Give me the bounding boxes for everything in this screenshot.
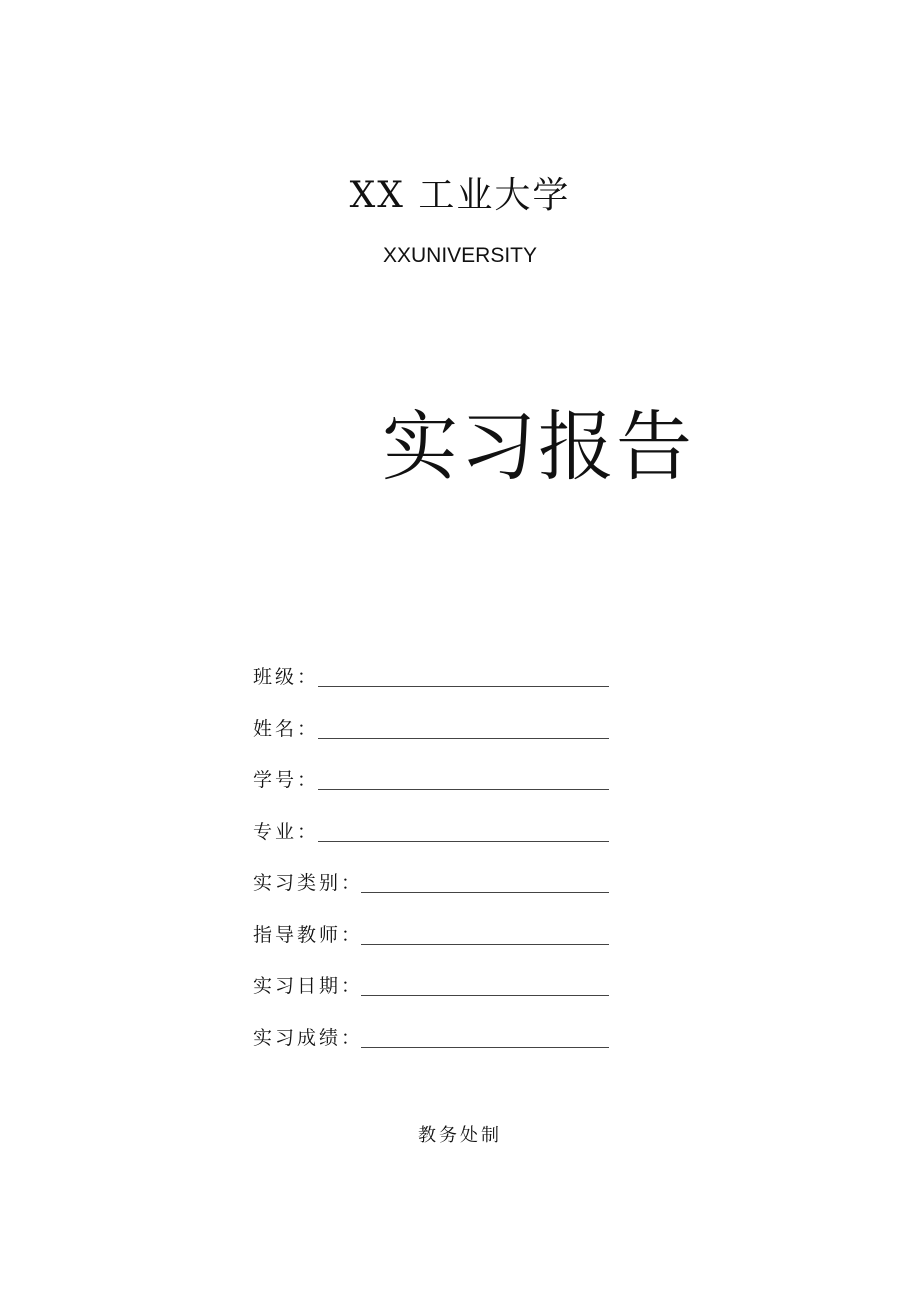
field-label-internship-date: 实习日期： — [253, 975, 364, 997]
field-line-student-id[interactable] — [318, 789, 609, 790]
field-student-id — [253, 765, 613, 817]
field-label-student-id: 学号： — [253, 769, 320, 791]
field-label-internship-grade: 实习成绩： — [253, 1026, 364, 1049]
field-line-class[interactable] — [318, 686, 609, 687]
field-internship-grade — [253, 1023, 613, 1075]
field-line-name[interactable] — [318, 738, 609, 739]
field-advisor — [253, 920, 613, 972]
field-label-name: 姓名： — [253, 717, 320, 740]
field-line-advisor[interactable] — [361, 944, 609, 945]
report-title: 实习报告 — [382, 402, 694, 491]
field-label-major: 专业： — [253, 820, 320, 843]
university-name-en: XXUNIVERSITY — [382, 244, 538, 267]
field-line-major[interactable] — [318, 841, 609, 842]
field-major — [253, 817, 613, 869]
university-name-cn: XX 工业大学 — [349, 175, 571, 216]
field-line-internship-date[interactable] — [361, 995, 609, 996]
footer-issuer: 教务处制 — [418, 1125, 502, 1146]
field-internship-date — [253, 971, 613, 1023]
field-line-internship-grade[interactable] — [361, 1047, 609, 1048]
field-line-internship-type[interactable] — [361, 892, 609, 893]
info-form — [253, 662, 613, 1074]
field-name — [253, 714, 613, 766]
field-label-advisor: 指导教师： — [253, 923, 364, 946]
field-internship-type — [253, 868, 613, 920]
field-label-internship-type: 实习类别： — [253, 872, 364, 894]
field-label-class: 班级： — [253, 666, 320, 688]
field-class — [253, 662, 613, 714]
